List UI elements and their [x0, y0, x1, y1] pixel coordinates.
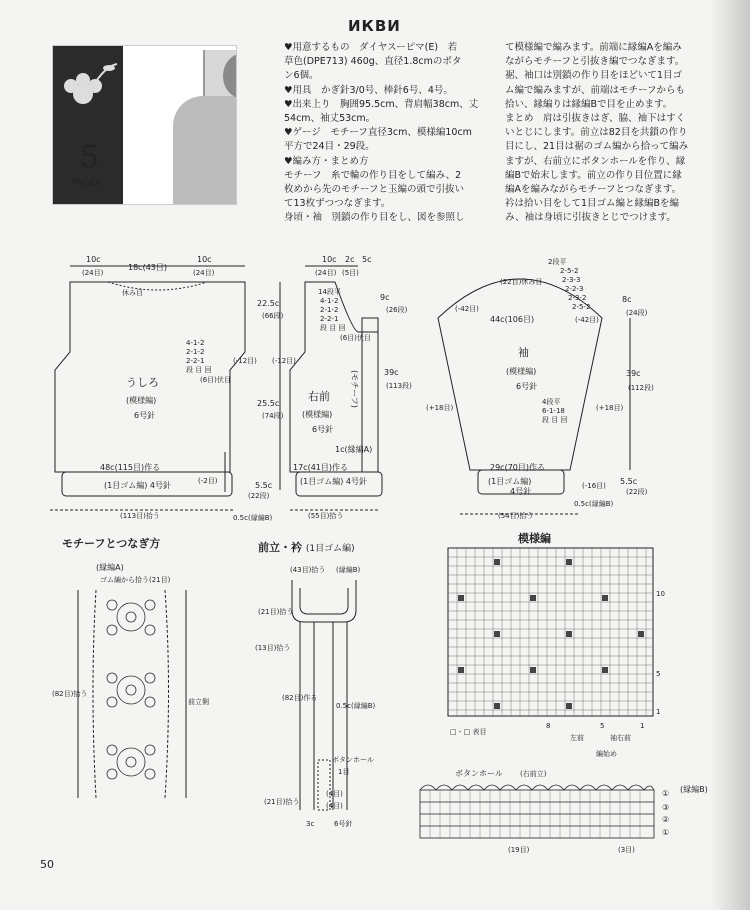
svg-text:10: 10 [656, 590, 665, 598]
svg-text:0.5c(縁編B): 0.5c(縁編B) [233, 514, 273, 522]
svg-text:(21目)拾う: (21目)拾う [264, 798, 300, 806]
pattern-section-title: 模様編 [518, 532, 551, 545]
svg-text:左前: 左前 [570, 734, 584, 742]
svg-text:2-3-3: 2-3-3 [562, 276, 581, 284]
svg-text:(5目): (5目) [342, 269, 359, 277]
svg-text:6-1-18: 6-1-18 [542, 407, 565, 415]
svg-text:5.5c: 5.5c [255, 481, 273, 490]
svg-text:(+18目): (+18目) [426, 404, 454, 412]
svg-text:(6目)伏目: (6目)伏目 [340, 334, 371, 342]
svg-text:(1目ゴム編) 4号針: (1目ゴム編) 4号針 [104, 481, 171, 490]
svg-text:③: ③ [662, 803, 670, 812]
svg-text:(24目): (24目) [315, 269, 337, 277]
svg-text:2c: 2c [345, 255, 355, 264]
svg-text:0.5c(縁編B): 0.5c(縁編B) [336, 702, 376, 710]
svg-text:(82目)拾う: (82目)拾う [52, 690, 88, 698]
svg-text:(縁編B): (縁編B) [680, 785, 708, 794]
svg-text:右前: 右前 [308, 390, 330, 403]
svg-text:(112段): (112段) [628, 384, 654, 392]
svg-text:(54目)拾う: (54目)拾う [498, 512, 534, 520]
svg-text:6号針: 6号針 [134, 411, 156, 420]
motif-section-title: モチーフとつなぎ方 [62, 537, 161, 550]
svg-text:2-2-1: 2-2-1 [320, 315, 339, 323]
svg-text:2-1-2: 2-1-2 [320, 306, 339, 314]
svg-text:(55目)拾う: (55目)拾う [308, 512, 344, 520]
svg-text:5: 5 [600, 722, 605, 730]
svg-text:5c: 5c [362, 255, 372, 264]
svg-text:ボタンホール: ボタンホール [455, 769, 503, 778]
svg-text:(模様編): (模様編) [126, 396, 157, 405]
page-reference: PAGE6 [72, 178, 102, 188]
svg-text:(+18目): (+18目) [596, 404, 624, 412]
svg-text:2-1-2: 2-1-2 [186, 348, 205, 356]
svg-text:前立側: 前立側 [188, 698, 209, 706]
svg-text:6号針: 6号針 [334, 820, 353, 828]
svg-text:2-3-2: 2-3-2 [568, 294, 587, 302]
svg-text:1: 1 [640, 722, 645, 730]
svg-text:(模様編): (模様編) [302, 410, 333, 419]
svg-text:5.5c: 5.5c [620, 477, 638, 486]
svg-text:4段平: 4段平 [542, 398, 561, 406]
svg-text:(4目): (4目) [326, 802, 343, 810]
instructions-column-1: ♥用意するもの ダイヤスーピマ(E) 若 草色(DPE713) 460g、直径1.8cmのボタ ン6個。 ♥用具 かぎ針3/0号、棒針6号、4号。 ♥出来上り 胸囲95.5cm、背肩幅38cm、丈 54cm、袖丈53cm。 ♥ゲージ モチーフ直径3cm、模様編10cm 平方で24目・29段。 ♥編み方・まとめ方 モチーフ 糸で輪の作り目をして編み、2 枚めから先のモチーフと玉編の頭で引抜い て13枚ずつつなぎます。 身頃・袖 別鎖の作り目をし、図を参照し [284, 42, 479, 224]
svg-text:9c: 9c [380, 293, 390, 302]
svg-text:ゴム編から拾う(21目): ゴム編から拾う(21目) [100, 576, 171, 584]
instructions-column-2: て模様編で編みます。前端に縁編Aを編み ながらモチーフと引抜き編でつなぎます。 裾、袖口は別鎖の作り目をほどいて1目ゴ ム編で編みますが、前端はモチーフからも 拾い、縁編りは縁編Bで目を止めます。 まとめ 肩は引抜きはぎ、脇、袖下はすく いとじにします。前立は82目を共鎖の作り 目にし、21目は裾のゴム編から拾って編み ますが、右前立にボタンホールを作り、縁 編Bで始末します。前立の作り目位置に縁 編Aを編みながらモチーフとつなぎます。 衿は拾い目をして1目ゴム編と縁編Bを編 み、袖は身頃に引抜きとじでつけます。 [505, 42, 689, 224]
collar-outline [292, 580, 356, 622]
svg-text:編始め: 編始め [596, 750, 617, 758]
svg-text:44c(106目): 44c(106目) [490, 315, 535, 324]
svg-text:休み目: 休み目 [122, 289, 143, 297]
svg-text:2段平: 2段平 [548, 258, 567, 266]
svg-text:(43目)拾う: (43目)拾う [290, 566, 326, 574]
svg-text:(21目)拾う: (21目)拾う [258, 608, 294, 616]
svg-text:17c(41目)作る: 17c(41目)作る [293, 463, 348, 472]
svg-text:(26段): (26段) [386, 306, 408, 314]
svg-text:(縁編A): (縁編A) [96, 563, 124, 572]
svg-text:(24段): (24段) [626, 309, 648, 317]
svg-text:(-16目): (-16目) [582, 482, 606, 490]
svg-text:8c: 8c [622, 295, 632, 304]
svg-text:うしろ: うしろ [126, 376, 159, 389]
svg-text:(右前立): (右前立) [520, 770, 547, 778]
svg-text:4-1-2: 4-1-2 [186, 339, 205, 347]
svg-text:22.5c: 22.5c [257, 299, 280, 308]
svg-text:□・□ 表目: □・□ 表目 [450, 728, 487, 736]
svg-text:10c: 10c [322, 255, 337, 264]
svg-text:(-42目): (-42目) [575, 316, 599, 324]
svg-text:1目: 1目 [338, 768, 350, 776]
page-number: 50 [40, 858, 54, 871]
svg-text:(-2目): (-2目) [198, 477, 218, 485]
svg-text:ボタンホール: ボタンホール [332, 756, 374, 764]
svg-text:(-42目): (-42目) [455, 305, 479, 313]
svg-text:(19目): (19目) [508, 846, 530, 854]
svg-text:(24目): (24目) [193, 269, 215, 277]
svg-text:1: 1 [656, 708, 661, 716]
svg-text:39c: 39c [384, 368, 399, 377]
svg-text:25.5c: 25.5c [257, 399, 280, 408]
svg-text:(74段): (74段) [262, 412, 284, 420]
svg-text:10c: 10c [86, 255, 101, 264]
svg-text:14段平: 14段平 [318, 288, 341, 296]
page-title: ИКВИ [348, 17, 401, 35]
svg-text:5: 5 [656, 670, 661, 678]
svg-text:(66段): (66段) [262, 312, 284, 320]
svg-text:②: ② [662, 815, 670, 824]
svg-text:(縁編B): (縁編B) [336, 566, 361, 574]
svg-text:(22段): (22段) [248, 492, 270, 500]
svg-text:29c(70目)作る: 29c(70目)作る [490, 463, 545, 472]
svg-text:(113段): (113段) [386, 382, 412, 390]
svg-text:2-2-3: 2-2-3 [565, 285, 584, 293]
svg-text:4号針: 4号針 [510, 487, 532, 496]
svg-text:0.5c(縁編B): 0.5c(縁編B) [574, 500, 614, 508]
svg-text:4-1-2: 4-1-2 [320, 297, 339, 305]
svg-text:段 目 回: 段 目 回 [542, 416, 568, 424]
svg-text:(22目)休み目: (22目)休み目 [500, 278, 543, 286]
svg-text:6号針: 6号針 [312, 425, 334, 434]
svg-text:段 目 回: 段 目 回 [320, 324, 346, 332]
svg-text:10c: 10c [197, 255, 212, 264]
svg-text:18c(43目): 18c(43目) [128, 263, 167, 272]
svg-text:2-5-2: 2-5-2 [560, 267, 579, 275]
placket-section-title: 前立・衿 (1目ゴム編) [258, 541, 355, 554]
svg-text:段 目 回: 段 目 回 [186, 366, 212, 374]
svg-text:(模様編): (模様編) [506, 367, 537, 376]
svg-text:(82目)作る: (82目)作る [282, 694, 318, 702]
svg-text:(13目)拾う: (13目)拾う [255, 644, 291, 652]
svg-text:39c: 39c [626, 369, 641, 378]
svg-text:(モチーフ): (モチーフ) [350, 370, 359, 408]
svg-text:(22段): (22段) [626, 488, 648, 496]
svg-text:48c(115目)作る: 48c(115目)作る [100, 463, 161, 472]
svg-text:(-12目): (-12目) [272, 357, 296, 365]
svg-text:2-5-2: 2-5-2 [572, 303, 591, 311]
svg-text:袖右前: 袖右前 [610, 734, 631, 742]
svg-text:(1目ゴム編): (1目ゴム編) [488, 477, 532, 486]
svg-text:8: 8 [546, 722, 551, 730]
svg-text:(4目): (4目) [326, 790, 343, 798]
svg-text:(-12目): (-12目) [233, 357, 257, 365]
svg-text:6号針: 6号針 [516, 382, 538, 391]
svg-text:3c: 3c [306, 820, 315, 828]
svg-text:(3目): (3目) [618, 846, 635, 854]
svg-text:(24目): (24目) [82, 269, 104, 277]
svg-text:(113目)拾う: (113目)拾う [120, 512, 160, 520]
svg-text:①: ① [662, 828, 670, 837]
svg-text:袖: 袖 [518, 346, 529, 359]
svg-text:(1目ゴム編) 4号針: (1目ゴム編) 4号針 [300, 477, 367, 486]
svg-text:2-2-1: 2-2-1 [186, 357, 205, 365]
svg-text:1c(縁編A): 1c(縁編A) [335, 445, 373, 454]
svg-text:①: ① [662, 789, 670, 798]
pattern-number: 5 [80, 140, 100, 175]
svg-text:(6目)伏目: (6目)伏目 [200, 376, 231, 384]
pattern-chart-frame [448, 548, 653, 716]
